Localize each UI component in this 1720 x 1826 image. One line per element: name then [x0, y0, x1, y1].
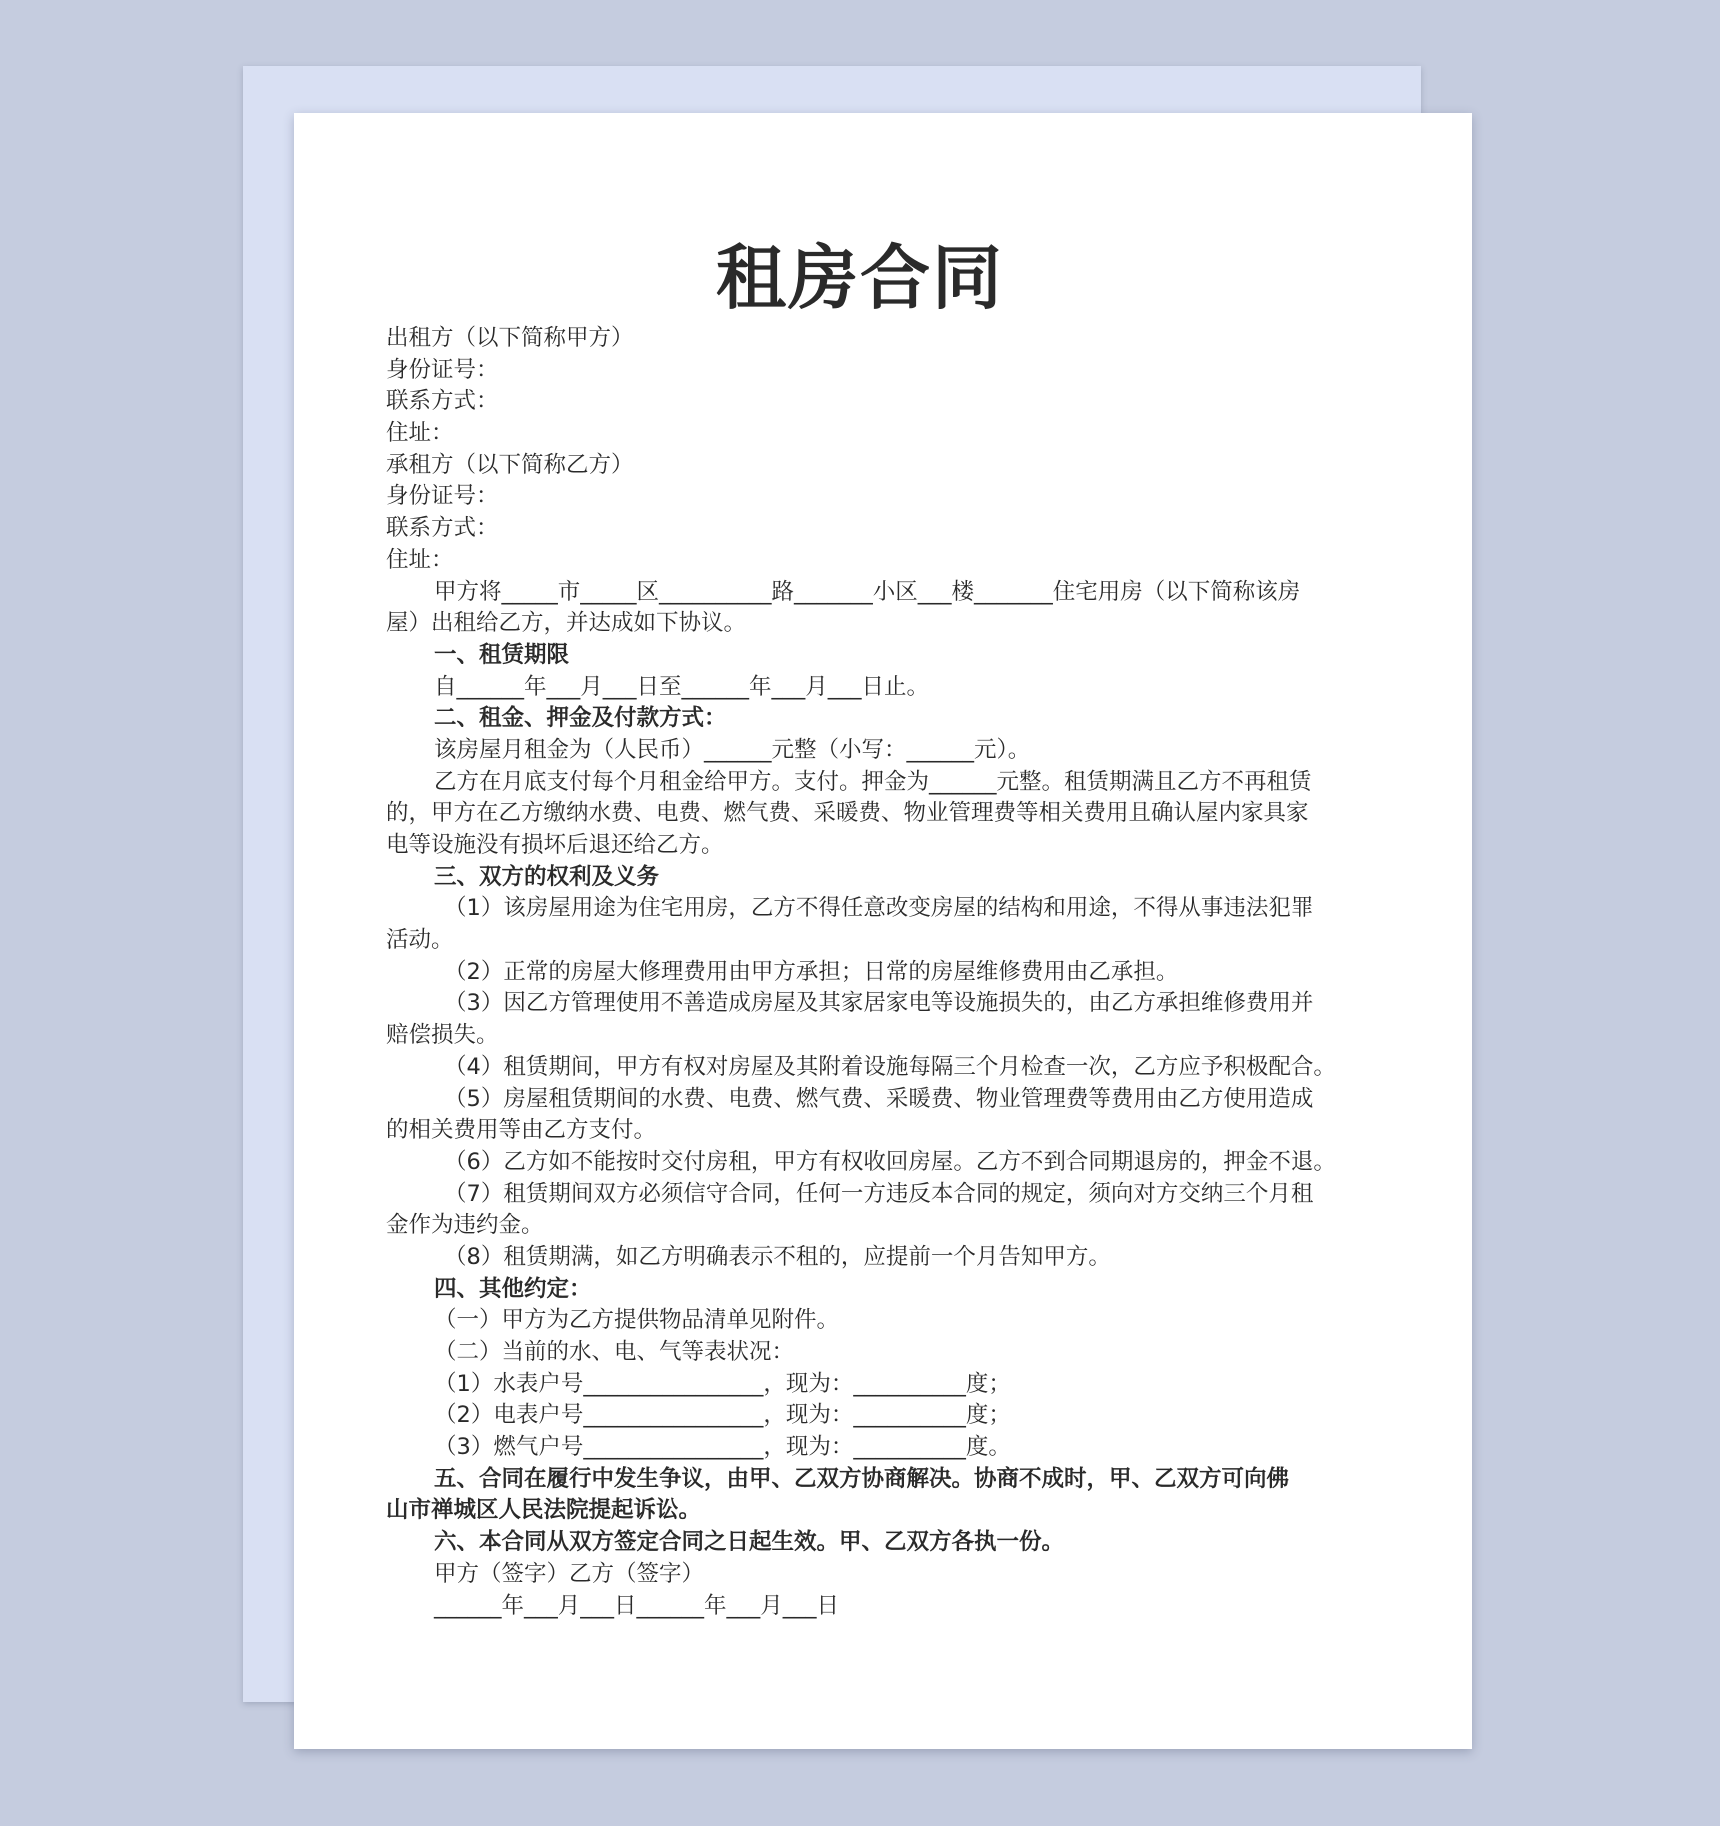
document-line: （5）房屋租赁期间的水费、电费、燃气费、采暖费、物业管理费等费用由乙方使用造成	[444, 1085, 1314, 1112]
document-line: （3）因乙方管理使用不善造成房屋及其家居家电等设施损失的，由乙方承担维修费用并	[444, 990, 1314, 1017]
document-line: 的，甲方在乙方缴纳水费、电费、燃气费、采暖费、物业管理费等相关费用且确认屋内家具家	[386, 800, 1309, 827]
document-line: 二、租金、押金及付款方式：	[434, 705, 727, 732]
document-line: 联系方式：	[386, 515, 499, 542]
document-body	[386, 323, 1378, 1622]
document-line: 电等设施没有损坏后退还给乙方。	[386, 832, 724, 858]
document-line: （一）甲方为乙方提供物品清单见附件。	[434, 1307, 840, 1334]
document-line: 山市禅城区人民法院提起诉讼。	[386, 1497, 702, 1524]
document-line: （2）电表户号________________，现为：__________度；	[434, 1402, 1011, 1429]
document-line: （1）水表户号________________，现为：__________度；	[434, 1370, 1011, 1397]
document-line: 甲方将_____市_____区__________路_______小区___楼_______住宅用房（以下简称该房	[434, 578, 1301, 605]
document-line: 活动。	[386, 927, 454, 954]
document-line: 六、本合同从双方签定合同之日起生效。甲、乙双方各执一份。	[434, 1529, 1065, 1556]
document-line: 该房屋月租金为（人民币）______元整（小写：______元）。	[434, 736, 1031, 763]
document-line: 联系方式：	[386, 388, 499, 415]
document-line: （1）该房屋用途为住宅用房，乙方不得任意改变房屋的结构和用途，不得从事违法犯罪	[444, 895, 1314, 922]
document-line: 自______年___月___日至______年___月___日止。	[434, 673, 930, 700]
document-line: 一、租赁期限	[434, 641, 570, 668]
document-line: （6）乙方如不能按时交付房租，甲方有权收回房屋。乙方不到合同期退房的，押金不退。	[444, 1148, 1336, 1175]
document-line: 赔偿损失。	[386, 1022, 499, 1049]
document-title: 租房合同	[716, 237, 1004, 319]
document-line: ______年___月___日______年___月___日	[434, 1592, 840, 1619]
document-line: 承租方（以下简称乙方）	[386, 451, 634, 478]
document-line: 乙方在月底支付每个月租金给甲方。支付。押金为______元整。租赁期满且乙方不再租赁	[434, 768, 1312, 795]
document-line: 四、其他约定：	[434, 1275, 592, 1302]
document-line: 住址：	[386, 420, 454, 447]
document-line: 出租方（以下简称甲方）	[386, 325, 634, 351]
document-line: 甲方（签字）乙方（签字）	[434, 1560, 705, 1587]
document-line: 住址：	[386, 546, 454, 573]
document-line: 身份证号：	[386, 356, 499, 383]
document-line: 身份证号：	[386, 483, 499, 510]
document-line: 三、双方的权利及义务	[434, 863, 660, 890]
document-line: 屋）出租给乙方，并达成如下协议。	[386, 610, 747, 637]
document-line: 的相关费用等由乙方支付。	[386, 1117, 657, 1144]
document-line: （7）租赁期间双方必须信守合同，任何一方违反本合同的规定，须向对方交纳三个月租	[444, 1180, 1314, 1207]
document-line: （2）正常的房屋大修理费用由甲方承担；日常的房屋维修费用由乙承担。	[444, 958, 1179, 985]
document-line: 金作为违约金。	[386, 1212, 544, 1239]
document-line: （3）燃气户号________________，现为：__________度。	[434, 1434, 1011, 1461]
document-line: 五、合同在履行中发生争议，由甲、乙双方协商解决。协商不成时，甲、乙双方可向佛	[434, 1465, 1290, 1492]
document-line: （二）当前的水、电、气等表状况：	[434, 1339, 795, 1365]
document-line: （4）租赁期间，甲方有权对房屋及其附着设施每隔三个月检查一次，乙方应予积极配合。	[444, 1053, 1336, 1080]
document-line: （8）租赁期满，如乙方明确表示不租的，应提前一个月告知甲方。	[444, 1243, 1111, 1270]
